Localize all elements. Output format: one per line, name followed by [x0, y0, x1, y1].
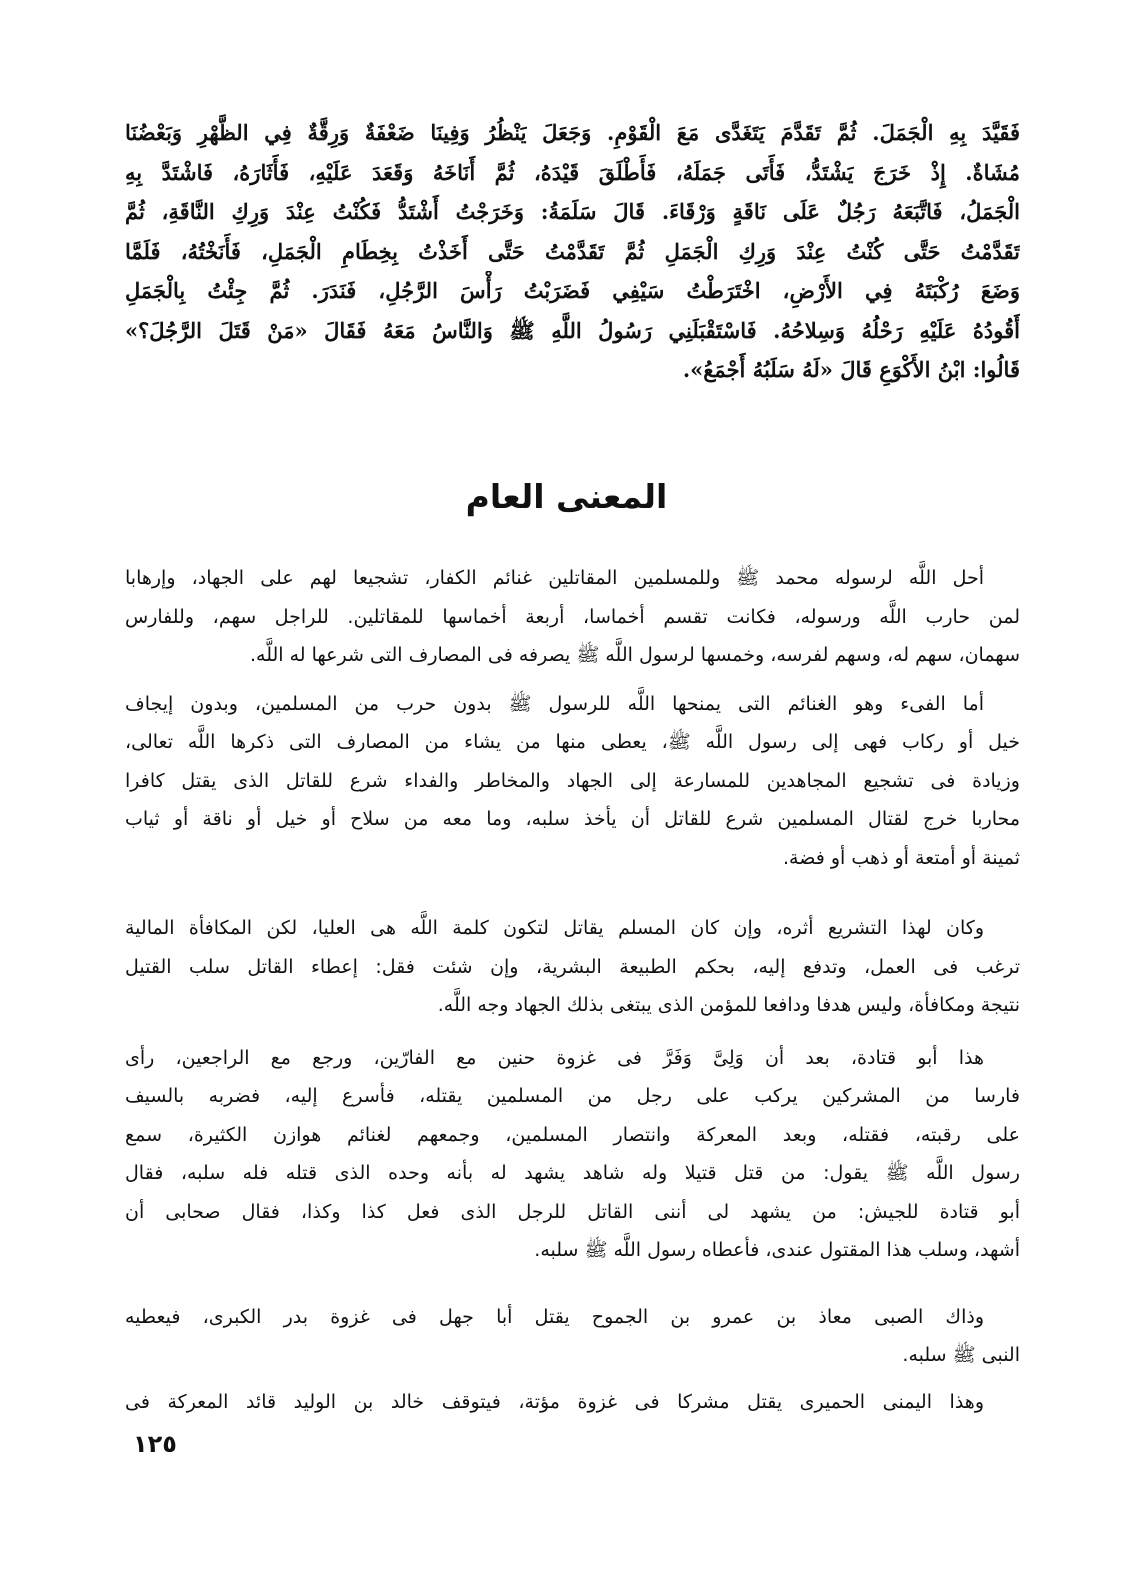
paragraph-line: هذا أبو قتادة، بعد أن وَلِىَّ وَفَرَّ فى غزوة حنين مع الفارّين، ورجع مع الراجعين، رأى	[125, 1046, 984, 1069]
hadith-line: مُشَاةٌ. إِذْ خَرَجَ يَشْتَدُّ، فَأَتَى جَمَلَهُ، فَأَطْلَقَ قَيْدَهُ، ثُمَّ أَنَاخَهُ وَقَعَدَ عَلَيْهِ، فَأَثَارَهُ، فَاشْتَدَّ بِهِ	[125, 159, 1020, 185]
paragraph-line: أما الفىء وهو الغنائم التى يمنحها اللَّه للرسول ﷺ بدون حرب من المسلمين، وبدون إيجاف	[125, 692, 984, 715]
paragraph-line: محاربا خرج لقتال المسلمين شرع للقاتل أن يأخذ سلبه، وما معه من سلاح أو خيل أو ناقة أو ثياب	[125, 808, 1020, 830]
paragraph	[125, 685, 1020, 878]
hadith-line: أَقُودُهُ عَلَيْهِ رَحْلُهُ وَسِلاحُهُ. فَاسْتَقْبَلَنِي رَسُولُ اللَّهِ ﷺ وَالنَّاسُ مَعَهُ فَقَالَ «مَنْ قَتَلَ الرَّجُلَ؟»	[125, 317, 1020, 343]
hadith-line: تَقَدَّمْتُ حَتَّى كُنْتُ عِنْدَ وَرِكِ الْجَمَلِ ثُمَّ تَقَدَّمْتُ حَتَّى أَخَذْتُ بِخِطَامِ الْجَمَلِ، فَأَنَخْتُهُ، فَلَمَّا	[125, 238, 1020, 264]
paragraph-line: ثمينة أو أمتعة أو ذهب أو فضة.	[783, 846, 1020, 869]
paragraph-line: أشهد، وسلب هذا المقتول عندى، فأعطاه رسول اللَّه ﷺ سلبه.	[534, 1239, 1020, 1261]
hadith-line: فَقَيَّدَ بِهِ الْجَمَلَ. ثُمَّ تَقَدَّمَ يَتَغَدَّى مَعَ الْقَوْمِ. وَجَعَلَ يَنْظُرُ وَفِينَا ضَعْفَةٌ وَرِقَّةٌ فِي الظَّهْرِ وَبَعْضُنَا	[125, 120, 1020, 145]
section-title: المعنى العام	[465, 477, 668, 516]
hadith-line: وَضَعَ رُكْبَتَهُ فِي الأَرْضِ، اخْتَرَطْتُ سَيْفِي فَضَرَبْتُ رَأْسَ الرَّجُلِ، فَنَدَرَ. ثُمَّ جِئْتُ بِالْجَمَلِ	[125, 278, 1020, 303]
paragraph-line: أبو قتادة للجيش: من يشهد لى أننى القاتل للرجل الذى فعل كذا وكذا، فقال صحابى أن	[125, 1200, 1020, 1223]
paragraph	[125, 1039, 1020, 1270]
paragraph-line: على رقبته، فقتله، وبعد المعركة وانتصار المسلمين، وجمعهم لغنائم هوازن الكثيرة، سمع	[125, 1123, 1020, 1146]
paragraph-line: وهذا اليمنى الحميرى يقتل مشركا فى غزوة مؤتة، فيتوقف خالد بن الوليد قائد المعركة فى	[125, 1390, 984, 1413]
paragraph-line: لمن حارب اللَّه ورسوله، فكانت تقسم أخماسا، أربعة أخماسها للمقاتلين. للراجل سهم، وللفارس	[125, 605, 1020, 628]
paragraph	[125, 1383, 1020, 1422]
paragraph-line: أحل اللَّه لرسوله محمد ﷺ وللمسلمين المقاتلين غنائم الكفار، تشجيعا لهم على الجهاد، وإرهابا	[125, 567, 984, 589]
paragraph	[125, 559, 1020, 675]
body-text	[125, 559, 1020, 1421]
paragraph-line: ترغب فى العمل، وتدفع إليه، بحكم الطبيعة البشرية، وإن شئت فقل: إعطاء القاتل سلب القتيل	[125, 955, 1020, 978]
paragraph-line: خيل أو ركاب فهى إلى رسول اللَّه ﷺ، يعطى منها من يشاء من المصارف التى ذكرها اللَّه تعالى،	[125, 731, 1020, 753]
paragraph-line: النبى ﷺ سلبه.	[902, 1344, 1020, 1366]
paragraph-line: رسول اللَّه ﷺ يقول: من قتل قتيلا وله شاهد يشهد له بأنه وحده الذى قتله فله سلبه، فقال	[125, 1162, 1020, 1184]
paragraph-line: وزيادة فى تشجيع المجاهدين للمسارعة إلى الجهاد والمخاطر والفداء شرع للقاتل الذى يقتل كافرا	[125, 769, 1020, 792]
hadith-line: الْجَمَلُ، فَاتَّبَعَهُ رَجُلٌ عَلَى نَاقَةٍ وَرْقَاءَ. قَالَ سَلَمَةُ: وَخَرَجْتُ أَشْتَدُّ فَكُنْتُ عِنْدَ وَرِكِ النَّاقَةِ، ثُمَّ	[125, 199, 1020, 224]
paragraph	[125, 909, 1020, 1025]
paragraph-line: سهمان، سهم له، وسهم لفرسه، وخمسها لرسول اللَّه ﷺ يصرفه فى المصارف التى شرعها له اللَّه.	[249, 644, 1020, 666]
paragraph-line: وكان لهذا التشريع أثره، وإن كان المسلم يقاتل لتكون كلمة اللَّه هى العليا، لكن المكافأة المالية	[125, 917, 984, 939]
paragraph-line: وذاك الصبى معاذ بن عمرو بن الجموح يقتل أبا جهل فى غزوة بدر الكبرى، فيعطيه	[125, 1305, 984, 1328]
paragraph-line: فارسا من المشركين يركب على رجل من المسلمين يقتله، فأسرع إليه، فضربه بالسيف	[125, 1085, 1020, 1107]
page-number: ١٢٥	[133, 1430, 177, 1458]
paragraph	[125, 1298, 1020, 1375]
hadith-text	[125, 113, 1020, 390]
hadith-line: قَالُوا: ابْنُ الأَكْوَعِ قَالَ «لَهُ سَلَبُهُ أَجْمَعُ».	[682, 357, 1020, 382]
paragraph-line: نتيجة ومكافأة، وليس هدفا ودافعا للمؤمن الذى يبتغى بذلك الجهاد وجه اللَّه.	[437, 994, 1020, 1016]
